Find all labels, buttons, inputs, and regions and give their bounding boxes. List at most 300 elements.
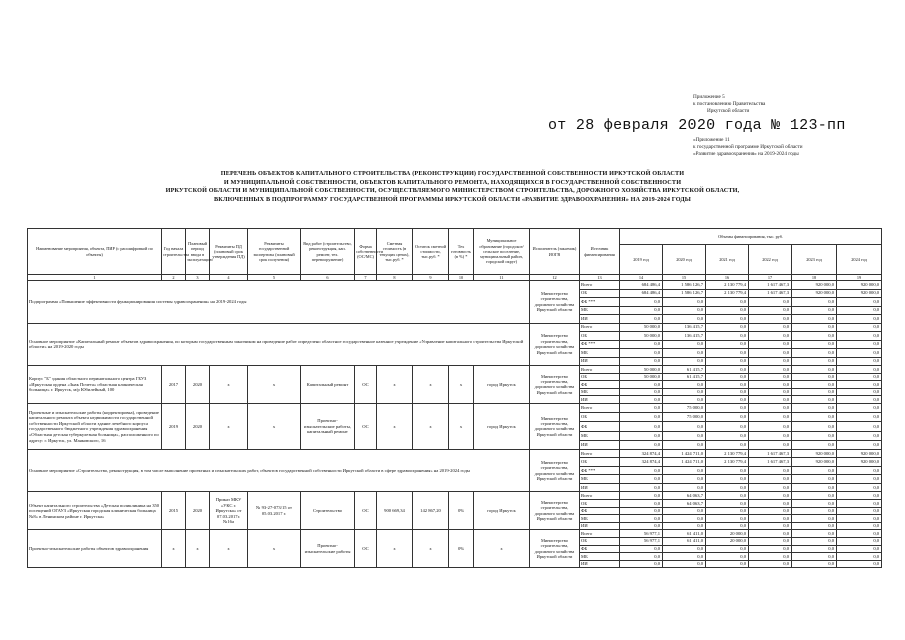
funding-value: 0,0 [749,366,792,374]
funding-value: 920 000,0 [837,449,882,458]
funding-value: 920 000,0 [792,458,837,467]
funding-value: 0,0 [663,431,706,440]
object-attribute: город Иркутск [474,403,530,449]
year-header: 2024 год [837,245,882,275]
funding-value: 0,0 [837,553,882,561]
funding-value: 0,0 [749,306,792,315]
funding-value: 0,0 [620,560,663,568]
funding-value: 0,0 [749,373,792,381]
column-header: Остаток сметной стоимости, тыс.руб. * [413,229,449,275]
funding-value: 0,0 [663,340,706,349]
funding-value: 0,0 [837,381,882,389]
funding-value: 0,0 [663,560,706,568]
object-attribute: Строительство [301,492,355,530]
funding-value: 0,0 [706,298,749,307]
executor-cell: Министерство строительства, дорожного хозяйства Иркутской области [530,323,580,366]
object-attribute: 2017 [162,366,186,404]
funding-value: 0,0 [706,373,749,381]
funding-source: ОБ [580,500,620,508]
funding-value: 0,0 [663,475,706,484]
funding-value: 0,0 [706,349,749,358]
column-number: 10 [449,275,474,281]
appendix-line: Приложение 5 [693,94,725,100]
funding-value: 0,0 [620,340,663,349]
executor-cell: Министерство строительства, дорожного хозяйства Иркутской области [530,366,580,404]
title-line: ПЕРЕЧЕНЬ ОБЪЕКТОВ КАПИТАЛЬНОГО СТРОИТЕЛЬСТВА (РЕКОНСТРУКЦИИ) ГОСУДАРСТВЕННОЙ СОБСТВЕННОСТИ ИРКУТСКОЙ ОБЛАСТИ [220,170,685,177]
funding-value: 920 000,0 [792,289,837,298]
object-attribute: х [186,530,210,568]
column-number: 5 [248,275,301,281]
funding-value: 0,0 [749,545,792,553]
funding-value: 0,0 [706,507,749,515]
funding-value: 0,0 [749,553,792,561]
funding-value: 0,0 [663,515,706,523]
funding-source: МБ [580,475,620,484]
decree-date: от 28 февраля 2020 года № 123-пп [548,117,846,134]
executor-cell: Министерство строительства, дорожного хозяйства Иркутской области [530,492,580,530]
funding-value: 0,0 [749,560,792,568]
funding-value: 0,0 [792,381,837,389]
column-number: 2 [162,275,186,281]
funding-value: 0,0 [620,403,663,412]
funding-value: 0,0 [837,315,882,324]
funding-value: 0,0 [706,515,749,523]
funding-value: 920 000,0 [837,289,882,298]
object-attribute: х [210,530,248,568]
column-number: 17 [749,275,792,281]
executor-cell: Министерство строительства, дорожного хозяйства Иркутской области [530,403,580,449]
column-number: 19 [837,275,882,281]
funding-value: 0,0 [837,298,882,307]
funding-source: ОБ [580,373,620,381]
column-number: 8 [377,275,413,281]
funding-value: 0,0 [837,422,882,431]
column-number: 14 [620,275,663,281]
funding-value: 136 415,7 [663,323,706,332]
funding-source: Всего [580,281,620,290]
object-attribute: Капитальный ремонт [301,366,355,404]
funding-value: 0,0 [706,388,749,396]
object-name: Проектные и изыскательские работы (корректировка), проведение капитального ремонта объекта недвижимости государственной собственности Иркутской области здание лечебного корпуса государственного бюджетного учреждения здравоохранения «Областная детская туберкулезная больница», расположенного по адресу: г. Иркутск, ул. Маяковского, 16 [28,403,162,449]
funding-value: 0,0 [663,440,706,449]
funding-value: 0,0 [749,413,792,422]
object-name: Корпус "Б" здания областного перинатального центра ГБУЗ «Иркутская ордена «Знак Почета» областная клиническая больница» г. Иркутск, м/р Юбилейный, 100 [28,366,162,404]
column-number: 7 [355,275,377,281]
funding-value: 0,0 [792,553,837,561]
funding-value: 0,0 [749,530,792,538]
header-row [28,229,882,245]
funding-value: 0,0 [706,315,749,324]
funding-source: МБ [580,515,620,523]
funding-value: 0,0 [663,466,706,475]
executor-cell: Министерство строительства, дорожного хозяйства Иркутской области [530,530,580,568]
object-attribute: 2019 [162,403,186,449]
funding-value: 0,0 [837,357,882,366]
funding-source: ОБ [580,413,620,422]
funding-value: 0,0 [663,507,706,515]
funding-source: ИИ [580,357,620,366]
funding-value: 0,0 [837,403,882,412]
funding-value: 0,0 [620,413,663,422]
funding-value: 0,0 [749,431,792,440]
program-name: Основное мероприятие «Строительство, реконструкция, в том числе выполнение проектных и изыскательских работ, объектов государственной собственности Иркутской области в сфере здравоохранения» на 2019-2024 годы [28,449,530,492]
funding-source: ОБ [580,289,620,298]
document-title [95,170,810,204]
funding-value: 0,0 [837,545,882,553]
funding-source: Всего [580,449,620,458]
table-row [28,492,882,500]
executor-cell: Министерство строительства, дорожного хозяйства Иркутской области [530,449,580,492]
funding-value: 0,0 [749,492,792,500]
object-attribute: Проектно-изыскательские работы [301,530,355,568]
funding-value: 0,0 [620,500,663,508]
funding-value: 0,0 [792,537,837,545]
funding-value: 0,0 [663,522,706,530]
funding-value: 0,0 [620,507,663,515]
funding-value: 1 586 126,7 [663,281,706,290]
funding-value: 920 000,0 [792,281,837,290]
funding-value: 0,0 [663,381,706,389]
funding-value: 0,0 [792,475,837,484]
funding-source: ОБ [580,537,620,545]
funding-value: 0,0 [792,515,837,523]
funding-source: ФБ *** [580,298,620,307]
funding-source: ФБ [580,381,620,389]
object-attribute: 2020 [186,492,210,530]
funding-value: 0,0 [749,422,792,431]
funding-value: 0,0 [706,422,749,431]
funding-value: 61 415,7 [663,373,706,381]
reference-line: к государственной программе Иркутской области [693,144,803,150]
funding-value: 61 411,0 [663,530,706,538]
column-number: 9 [413,275,449,281]
funding-value: 75 000,0 [663,413,706,422]
funding-value: 61 411,0 [663,537,706,545]
funding-source: Всего [580,492,620,500]
object-attribute: х [377,530,413,568]
funding-value: 0,0 [837,332,882,341]
object-attribute: ОС [355,366,377,404]
funding-value: 0,0 [663,422,706,431]
funding-value: 50 000,0 [620,323,663,332]
title-line: ИРКУТСКОЙ ОБЛАСТИ И МУНИЦИПАЛЬНОЙ СОБСТВЕННОСТИ, ОСУЩЕСТВЛЯЕМОГО МИНИСТЕРСТВОМ СТРОИТЕЛЬСТВА, ДОРОЖНОГО ХОЗЯЙСТВА ИРКУТСКОЙ ОБЛАСТИ, [165,187,740,195]
funding-value: 0,0 [837,560,882,568]
funding-value: 0,0 [706,413,749,422]
funding-value: 0,0 [792,545,837,553]
table-row [28,281,882,290]
funding-value: 0,0 [620,349,663,358]
funding-value: 920 000,0 [837,458,882,467]
funding-value: 324 874,4 [620,449,663,458]
funding-value: 2 130 779,4 [706,458,749,467]
funding-value: 0,0 [792,388,837,396]
funding-source: ИИ [580,315,620,324]
funding-value: 1 617 467,3 [749,458,792,467]
object-attribute: 0% [449,530,474,568]
object-attribute: Проектно-изыскательские работы, капитальный ремонт [301,403,355,449]
funding-value: 0,0 [620,381,663,389]
year-header: 2019 год [620,245,663,275]
column-header: Источник финансирования [580,229,620,275]
funding-value: 0,0 [792,466,837,475]
object-attribute: х [449,403,474,449]
funding-source: ИИ [580,560,620,568]
column-header: Реквизиты ПД (плановый срок утверждения ПД) [210,229,248,275]
funding-value: 0,0 [706,323,749,332]
funding-value: 0,0 [749,332,792,341]
funding-value: 0,0 [837,413,882,422]
funding-value: 0,0 [792,366,837,374]
funding-source: МБ [580,349,620,358]
object-attribute: х [210,366,248,404]
funding-source: МБ [580,388,620,396]
funding-value: 64 063,7 [663,500,706,508]
object-attribute: город Иркутск [474,492,530,530]
funding-value: 0,0 [792,560,837,568]
funding-source: ОБ [580,332,620,341]
funding-value: 0,0 [749,475,792,484]
funding-source: Всего [580,530,620,538]
funding-value: 0,0 [620,298,663,307]
object-attribute: Приказ МКУ «УКС г. Иркутска» от 07.03.2017г. №16а [210,492,248,530]
funding-value: 0,0 [663,306,706,315]
funding-value: 64 063,7 [663,492,706,500]
funding-value: 0,0 [706,466,749,475]
column-header: Исполнитель (заказчик) ИОГВ [530,229,580,275]
funding-value: 0,0 [663,396,706,404]
funding-header: Объемы финансирования, тыс. руб. [620,229,882,245]
funding-value: 0,0 [706,340,749,349]
funding-value: 0,0 [749,396,792,404]
funding-value: 0,0 [792,440,837,449]
funding-value: 0,0 [706,545,749,553]
funding-value: 0,0 [837,466,882,475]
funding-value: 50 000,0 [620,366,663,374]
funding-value: 684 486,4 [620,289,663,298]
funding-source: ФБ *** [580,466,620,475]
funding-value: 0,0 [706,475,749,484]
funding-value: 0,0 [837,349,882,358]
funding-value: 0,0 [620,440,663,449]
executor-cell: Министерство строительства, дорожного хозяйства Иркутской области [530,281,580,324]
column-header: Плановый период ввода в эксплуатацию [186,229,210,275]
funding-value: 20 000,0 [706,530,749,538]
column-number: 1 [28,275,162,281]
funding-value: 0,0 [620,396,663,404]
funding-value: 0,0 [837,522,882,530]
funding-value: 56 977,1 [620,537,663,545]
funding-source: ФБ *** [580,340,620,349]
funding-value: 2 130 779,4 [706,449,749,458]
funding-value: 0,0 [837,440,882,449]
funding-value: 0,0 [792,500,837,508]
appendix-line: к постановлению Правительства [693,101,766,107]
funding-source: МБ [580,431,620,440]
funding-value: 0,0 [792,396,837,404]
object-attribute: 142 867,20 [413,492,449,530]
funding-value: 0,0 [837,537,882,545]
object-attribute: № 93-27-073/15 от 05.03.2017 г. [248,492,301,530]
funding-value: 920 000,0 [792,449,837,458]
funding-value: 0,0 [792,431,837,440]
funding-value: 1 617 467,3 [749,289,792,298]
funding-value: 50 000,0 [620,373,663,381]
funding-value: 0,0 [749,500,792,508]
funding-value: 2 130 779,4 [706,289,749,298]
funding-value: 0,0 [706,483,749,492]
funding-source: ФБ [580,422,620,431]
funding-value: 0,0 [837,306,882,315]
funding-value: 0,0 [706,357,749,366]
funding-value: 0,0 [706,332,749,341]
funding-value: 0,0 [837,483,882,492]
funding-value: 0,0 [706,522,749,530]
column-header: Вид работ (строительство, реконструкция, кап. ремонт, тех. перевооружение) [301,229,355,275]
column-number: 6 [301,275,355,281]
funding-value: 0,0 [663,315,706,324]
reference-line: «Развитие здравоохранения» на 2019-2024 годы [693,151,799,157]
funding-value: 1 586 126,7 [663,289,706,298]
object-attribute: х [474,530,530,568]
column-number: 11 [474,275,530,281]
funding-value: 136 415,7 [663,332,706,341]
funding-value: 0,0 [792,306,837,315]
funding-value: 0,0 [620,422,663,431]
funding-value: 1 617 467,3 [749,281,792,290]
funding-source: ИИ [580,483,620,492]
funding-value: 0,0 [792,403,837,412]
funding-value: 0,0 [792,522,837,530]
funding-value: 0,0 [792,323,837,332]
funding-value: 0,0 [837,388,882,396]
program-name: Основное мероприятие «Капитальный ремонт объектов здравоохранения, по которым государственным заказчиком на проведение работ определено областное государственное казенное учреждение «Управление капитального строительства Иркутской области» на 2019-2020 годы [28,323,530,366]
funding-value: 0,0 [837,492,882,500]
column-header: Муниципальное образование (городское/сельское поселение, муниципальный район, городской округ) [474,229,530,275]
funding-value: 0,0 [749,349,792,358]
year-header: 2022 год [749,245,792,275]
funding-value: 0,0 [749,522,792,530]
funding-value: 0,0 [792,298,837,307]
table-row [28,530,882,538]
funding-value: 1 617 467,3 [749,449,792,458]
funding-value: 0,0 [620,483,663,492]
object-attribute: ОС [355,403,377,449]
funding-value: 0,0 [749,507,792,515]
funding-value: 0,0 [749,340,792,349]
funding-value: 0,0 [749,388,792,396]
funding-value: 0,0 [837,500,882,508]
object-attribute: 2015 [162,492,186,530]
funding-value: 0,0 [706,396,749,404]
funding-value: 0,0 [837,396,882,404]
object-name: Объект капитального строительства «Детская поликлиника на 350 посещений ОГАУЗ «Иркутская городская клиническая больница №8» в Ленинском районе г. Иркутска» [28,492,162,530]
object-attribute: 900 669,34 [377,492,413,530]
object-attribute: город Иркутск [474,366,530,404]
object-attribute: х [210,403,248,449]
funding-value: 0,0 [792,373,837,381]
table-row [28,449,882,458]
funding-value: 0,0 [792,315,837,324]
funding-value: 0,0 [837,515,882,523]
table-row [28,323,882,332]
funding-source: ИИ [580,522,620,530]
funding-value: 0,0 [749,315,792,324]
funding-value: 0,0 [706,492,749,500]
reference-header [693,137,803,158]
funding-value: 0,0 [792,530,837,538]
funding-value: 0,0 [620,357,663,366]
object-name: Проектно-изыскательские работы объектов здравоохранения [28,530,162,568]
funding-value: 324 874,4 [620,458,663,467]
funding-value: 0,0 [620,475,663,484]
object-attribute: х [248,366,301,404]
column-number: 13 [580,275,620,281]
object-attribute: х [248,403,301,449]
objects-table [27,228,882,568]
funding-value: 0,0 [663,298,706,307]
column-header: Форма собственности (ОС/МС) [355,229,377,275]
program-name: Подпрограмма «Повышение эффективности функционирования системы здравоохранения» на 2019-2024 годы [28,281,530,324]
funding-value: 0,0 [837,431,882,440]
column-number: 4 [210,275,248,281]
funding-value: 684 486,4 [620,281,663,290]
funding-value: 0,0 [792,483,837,492]
column-number: 12 [530,275,580,281]
funding-value: 0,0 [706,366,749,374]
column-number: 3 [186,275,210,281]
funding-source: Всего [580,366,620,374]
funding-value: 0,0 [792,507,837,515]
table-row [28,366,882,374]
object-attribute: 0% [449,492,474,530]
column-number: 15 [663,275,706,281]
funding-value: 0,0 [749,440,792,449]
funding-value: 0,0 [620,522,663,530]
funding-value: 0,0 [749,466,792,475]
funding-value: 0,0 [706,381,749,389]
funding-value: 2 130 779,4 [706,281,749,290]
column-header: Реквизиты государственной экспертизы (плановый срок получения) [248,229,301,275]
funding-value: 0,0 [837,530,882,538]
year-header: 2023 год [792,245,837,275]
column-header: Год начала строительства [162,229,186,275]
column-header: Наименование мероприятия, объекта, ПИР (с расшифровкой по объекты) [28,229,162,275]
funding-value: 1 424 711,0 [663,449,706,458]
funding-value: 0,0 [792,413,837,422]
funding-value: 0,0 [792,349,837,358]
funding-value: 0,0 [706,431,749,440]
funding-value: 0,0 [792,340,837,349]
appendix-header [693,94,765,115]
object-attribute: х [413,403,449,449]
funding-value: 0,0 [706,306,749,315]
funding-source: ФБ [580,545,620,553]
funding-value: 0,0 [749,323,792,332]
funding-value: 0,0 [620,466,663,475]
funding-source: ОБ [580,458,620,467]
funding-value: 0,0 [792,332,837,341]
funding-value: 0,0 [663,483,706,492]
funding-value: 0,0 [620,492,663,500]
funding-value: 0,0 [706,440,749,449]
funding-value: 0,0 [749,298,792,307]
funding-value: 0,0 [837,475,882,484]
column-header: Сметная стоимость (в текущих ценах), тыс.руб. * [377,229,413,275]
column-number: 18 [792,275,837,281]
funding-source: Всего [580,403,620,412]
reference-line: «Приложение 11 [693,137,730,143]
funding-value: 0,0 [620,388,663,396]
